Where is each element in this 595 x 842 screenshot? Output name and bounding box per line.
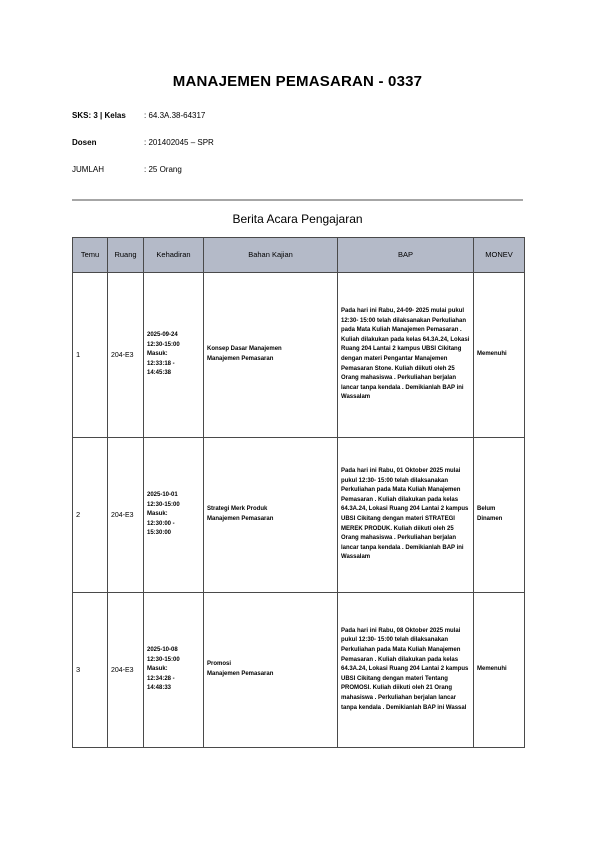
- cell-kehadiran: 2025-10-01 12:30-15:00 Masuk: 12:30:00 - 15:30:00: [144, 438, 204, 593]
- sks-value: : 64.3A.38-64317: [144, 111, 206, 120]
- header-bap: BAP: [338, 238, 474, 273]
- bap-table: [72, 237, 525, 748]
- table-row: [73, 438, 525, 593]
- section-title: Berita Acara Pengajaran: [232, 212, 363, 226]
- table-row: [73, 273, 525, 438]
- cell-temu: 3: [73, 593, 108, 748]
- cell-temu: 1: [73, 273, 108, 438]
- jumlah-value: : 25 Orang: [144, 165, 182, 174]
- header-kehadiran: Kehadiran: [144, 238, 204, 273]
- cell-kehadiran: 2025-09-24 12:30-15:00 Masuk: 12:33:18 - 14:45:38: [144, 273, 204, 438]
- header-bahan-kajian: Bahan Kajian: [204, 238, 338, 273]
- table-header-row: [73, 238, 525, 273]
- header-temu: Temu: [73, 238, 108, 273]
- cell-bap: Pada hari ini Rabu, 08 Oktober 2025 mulai pukul 12:30- 15:00 telah dilaksanakan Perkuliahan pada Mata Kuliah Manajemen Pemasaran . Kuliah dilakukan pada kelas 64.3A.24, Lokasi Ruang 204 Lantai 2 kampus UBSI Cikitang dengan materi Tentang PROMOSI. Kuliah diikuti oleh 21 Orang mahasiswa . Perkuliahan berjalan lancar tanpa kendala . Demikianlah BAP ini Wassal: [338, 593, 474, 748]
- dosen-label: Dosen: [72, 138, 97, 147]
- header-monev: MONEV: [474, 238, 525, 273]
- cell-bap: Pada hari ini Rabu, 01 Oktober 2025 mulai pukul 12:30- 15:00 telah dilaksanakan Perkuliahan pada Mata Kuliah Manajemen Pemasaran . Kuliah dilakukan pada kelas 64.3A.24, Lokasi Ruang 204 Lantai 2 kampus UBSI Cikitang dengan materi STRATEGI MEREK PRODUK. Kuliah diikuti oleh 25 Orang mahasiswa . Perkuliahan berjalan lancar tanpa kendala . Demikianlah BAP ini Wassalam: [338, 438, 474, 593]
- cell-bahan-kajian: Konsep Dasar Manajemen Manajemen Pemasaran: [204, 273, 338, 438]
- cell-monev: Belum Dinamen: [474, 438, 525, 593]
- divider: [72, 199, 523, 201]
- cell-temu: 2: [73, 438, 108, 593]
- header-ruang: Ruang: [108, 238, 144, 273]
- cell-kehadiran: 2025-10-08 12:30-15:00 Masuk: 12:34:28 - 14:48:33: [144, 593, 204, 748]
- sks-label: SKS: 3 | Kelas: [72, 111, 126, 120]
- cell-monev: Memenuhi: [474, 593, 525, 748]
- cell-bahan-kajian: Strategi Merk Produk Manajemen Pemasaran: [204, 438, 338, 593]
- cell-ruang: 204-E3: [108, 593, 144, 748]
- page-title: MANAJEMEN PEMASARAN - 0337: [172, 73, 423, 90]
- cell-monev: Memenuhi: [474, 273, 525, 438]
- cell-ruang: 204-E3: [108, 438, 144, 593]
- cell-bahan-kajian: Promosi Manajemen Pemasaran: [204, 593, 338, 748]
- cell-ruang: 204-E3: [108, 273, 144, 438]
- cell-bap: Pada hari ini Rabu, 24-09- 2025 mulai pukul 12:30- 15:00 telah dilaksanakan Perkuliahan pada Mata Kuliah Manajemen Pemasaran . Kuliah dilakukan pada kelas 64.3A.24, Lokasi Ruang 204 Lantai 2 kampus UBSI Cikitang dengan materi Pengantar Manajemen Pemasaran Stone. Kuliah diikuti oleh 25 Orang mahasiswa . Perkuliahan berjalan lancar tanpa kendala . Demikianlah BAP ini Wassalam: [338, 273, 474, 438]
- table-row: [73, 593, 525, 748]
- dosen-value: : 201402045 – SPR: [144, 138, 214, 147]
- jumlah-label: JUMLAH: [72, 165, 105, 174]
